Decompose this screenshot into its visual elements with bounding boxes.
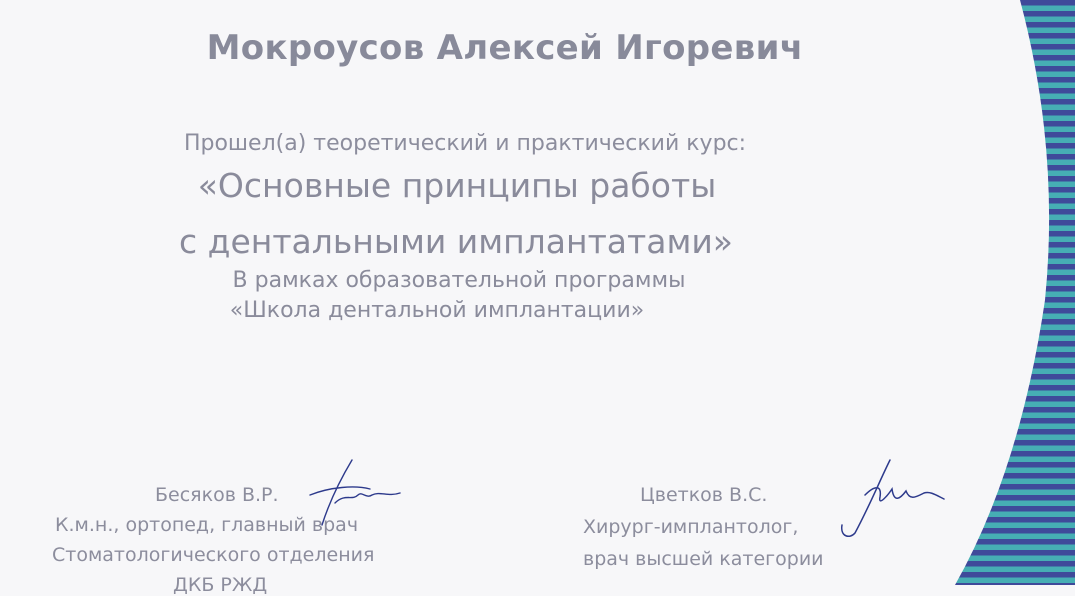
left-handwritten-signature [300, 455, 405, 535]
course-title-line-2: с дентальными имплантатами» [178, 222, 734, 261]
course-title-line-1: «Основные принципы работы [197, 166, 717, 205]
course-intro: Прошел(а) теоретический и практический курс: [183, 131, 747, 156]
right-signatory-title: Хирург-имплантолог, [583, 516, 799, 538]
left-signatory-organization: ДКБ РЖД [173, 574, 268, 596]
right-signatory-name: Цветков В.С. [640, 484, 768, 506]
program-line-2: «Школа дентальной имплантации» [229, 298, 645, 323]
left-signatory-title: К.м.н., ортопед, главный врач [55, 514, 359, 536]
right-signatory-category: врач высшей категории [583, 548, 824, 570]
left-signatory-name: Бесяков В.Р. [155, 484, 279, 506]
left-signatory-department: Стоматологического отделения [52, 544, 375, 566]
program-line-1: В рамках образовательной программы [232, 268, 686, 293]
right-handwritten-signature [820, 455, 950, 545]
recipient-name: Мокроусов Алексей Игоревич [206, 28, 804, 68]
